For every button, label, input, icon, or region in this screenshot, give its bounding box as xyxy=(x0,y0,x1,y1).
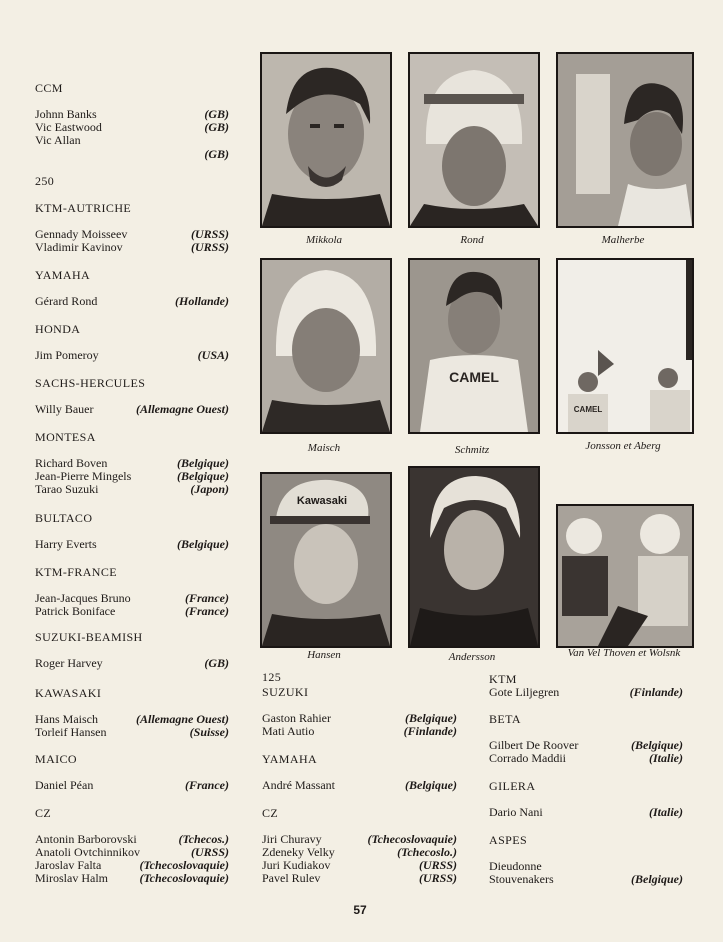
rider-name: Vic Allan xyxy=(35,133,81,147)
photo-maisch xyxy=(260,258,392,434)
make-heading: CZ xyxy=(262,806,279,820)
photo-andersson xyxy=(408,466,540,648)
make-heading: SUZUKI-BEAMISH xyxy=(35,630,143,644)
rider-country: (GB) xyxy=(204,120,229,134)
photo-caption: Van Vel Thoven et Wolsnk xyxy=(567,647,681,659)
pair-helmets-image xyxy=(558,506,692,646)
rider-name: Willy Bauer xyxy=(35,402,94,416)
rider-name: Gaston Rahier xyxy=(262,711,331,725)
rider-name: Gilbert De Roover xyxy=(489,738,579,752)
make-heading: 125 xyxy=(262,670,282,684)
photo-malherbe xyxy=(556,52,694,228)
cap-label: Kawasaki xyxy=(296,495,348,507)
rider-name: Jean-Jacques Bruno xyxy=(35,591,131,605)
make-heading: KTM xyxy=(489,672,517,686)
jersey-label: CAMEL xyxy=(573,405,603,414)
rider-country: (France) xyxy=(185,604,229,618)
rider-name: Dieudonne xyxy=(489,859,542,873)
rider-name: Antonin Barborovski xyxy=(35,832,137,846)
rider-name: Vladimir Kavinov xyxy=(35,240,123,254)
photo-caption: Rond xyxy=(460,234,484,246)
rider-country: (France) xyxy=(185,591,229,605)
rider-country: (Hollande) xyxy=(175,294,229,308)
rider-name: Gennady Moisseev xyxy=(35,227,128,241)
rider-name: Jean-Pierre Mingels xyxy=(35,469,132,483)
rider-country: (URSS) xyxy=(190,227,229,241)
rider-name: Gote Liljegren xyxy=(489,685,560,699)
rider-name: Patrick Boniface xyxy=(35,604,116,618)
helmet-image xyxy=(410,54,538,226)
make-heading: SACHS-HERCULES xyxy=(35,376,146,390)
make-heading: KTM-AUTRICHE xyxy=(35,201,132,215)
photo-mikkola xyxy=(260,52,392,228)
rider-name: Anatoli Ovtchinnikov xyxy=(35,845,140,859)
rider-name: Zdeneky Velky xyxy=(262,845,335,859)
cap-image xyxy=(262,474,390,646)
photo-caption: Andersson xyxy=(448,651,496,663)
make-heading: ASPES xyxy=(489,833,528,847)
photo-caption: Schmitz xyxy=(454,444,490,456)
rider-country: (URSS) xyxy=(190,845,229,859)
rider-name: Johnn Banks xyxy=(35,107,97,121)
jersey-label: CAMEL xyxy=(449,369,499,385)
rider-country: (Belgique) xyxy=(177,469,229,483)
make-heading: CZ xyxy=(35,806,52,820)
make-heading: KAWASAKI xyxy=(35,686,102,700)
make-heading: KTM-FRANCE xyxy=(35,565,118,579)
rider-name: Stouvenakers xyxy=(489,872,554,886)
rider-country: (Tchecos.) xyxy=(178,832,229,846)
photo-schmitz xyxy=(408,258,540,434)
page-number: 57 xyxy=(353,903,367,917)
rider-country: (Suisse) xyxy=(189,725,229,739)
rider-country: (URSS) xyxy=(190,240,229,254)
rider-name: Jiri Churavy xyxy=(262,832,322,846)
make-heading: BETA xyxy=(489,712,521,726)
make-heading: HONDA xyxy=(35,322,81,336)
photo-caption: Jonsson et Aberg xyxy=(585,440,661,452)
rider-name: Pavel Rulev xyxy=(262,871,321,885)
rider-country: (GB) xyxy=(204,656,229,670)
make-heading: BULTACO xyxy=(35,511,93,525)
make-heading: MONTESA xyxy=(35,430,96,444)
rider-name: Jim Pomeroy xyxy=(35,348,99,362)
rider-name: Harry Everts xyxy=(35,537,97,551)
rider-country: (Finlande) xyxy=(403,724,457,738)
rider-country: (Belgique) xyxy=(631,872,683,886)
trophy-image xyxy=(558,54,692,226)
rider-name: André Massant xyxy=(262,778,335,792)
rider-country: (Finlande) xyxy=(629,685,683,699)
rider-country: (Italie) xyxy=(649,751,683,765)
rider-name: Daniel Péan xyxy=(35,778,94,792)
make-heading: GILERA xyxy=(489,779,536,793)
rider-country: (URSS) xyxy=(418,858,457,872)
rider-country: (GB) xyxy=(204,147,229,161)
rider-name: Roger Harvey xyxy=(35,656,103,670)
photo-caption: Maisch xyxy=(307,442,341,454)
rider-name: Richard Boven xyxy=(35,456,108,470)
photo-van-vel-thoven-wolsnk xyxy=(556,504,694,648)
rider-country: (Tchecoslovaquie) xyxy=(139,871,229,885)
rider-country: (Allemagne Ouest) xyxy=(136,712,229,726)
helmet-image xyxy=(262,260,390,432)
rider-country: (URSS) xyxy=(418,871,457,885)
rider-name: Tarao Suzuki xyxy=(35,482,99,496)
make-heading: CCM xyxy=(35,81,63,95)
rider-name: Juri Kudiakov xyxy=(262,858,331,872)
portrait-image xyxy=(410,468,538,646)
make-heading: YAMAHA xyxy=(35,268,91,282)
rider-country: (Belgique) xyxy=(177,456,229,470)
rider-country: (Tchecoslovaquie) xyxy=(139,858,229,872)
make-heading: SUZUKI xyxy=(262,685,309,699)
photo-jonsson-aberg xyxy=(556,258,694,434)
rider-name: Jaroslav Falta xyxy=(35,858,102,872)
photo-rond xyxy=(408,52,540,228)
rider-country: (GB) xyxy=(204,107,229,121)
rider-country: (Belgique) xyxy=(177,537,229,551)
rider-country: (Tchecoslo.) xyxy=(397,845,457,859)
make-heading: YAMAHA xyxy=(262,752,318,766)
rider-country: (Tchecoslovaquie) xyxy=(367,832,457,846)
rider-country: (USA) xyxy=(197,348,229,362)
photo-caption: Malherbe xyxy=(601,234,645,246)
make-heading: 250 xyxy=(35,174,55,188)
make-heading: MAICO xyxy=(35,752,78,766)
rider-name: Miroslav Halm xyxy=(35,871,108,885)
rider-country: (France) xyxy=(185,778,229,792)
rider-country: (Allemagne Ouest) xyxy=(136,402,229,416)
rider-name: Vic Eastwood xyxy=(35,120,102,134)
portrait-image xyxy=(262,54,390,226)
rider-name: Mati Autio xyxy=(262,724,315,738)
rider-name: Dario Nani xyxy=(489,805,543,819)
rider-name: Hans Maisch xyxy=(35,712,98,726)
rider-name: Corrado Maddii xyxy=(489,751,566,765)
photo-caption: Hansen xyxy=(307,649,341,661)
rider-country: (Belgique) xyxy=(631,738,683,752)
rider-country: (Italie) xyxy=(649,805,683,819)
rider-country: (Belgique) xyxy=(405,711,457,725)
photo-caption: Mikkola xyxy=(305,234,343,246)
pair-image xyxy=(558,260,692,432)
portrait-image xyxy=(410,260,538,432)
rider-country: (Belgique) xyxy=(405,778,457,792)
rider-name: Torleif Hansen xyxy=(35,725,107,739)
rider-name: Gérard Rond xyxy=(35,294,98,308)
rider-country: (Japon) xyxy=(190,482,229,496)
photo-hansen xyxy=(260,472,392,648)
